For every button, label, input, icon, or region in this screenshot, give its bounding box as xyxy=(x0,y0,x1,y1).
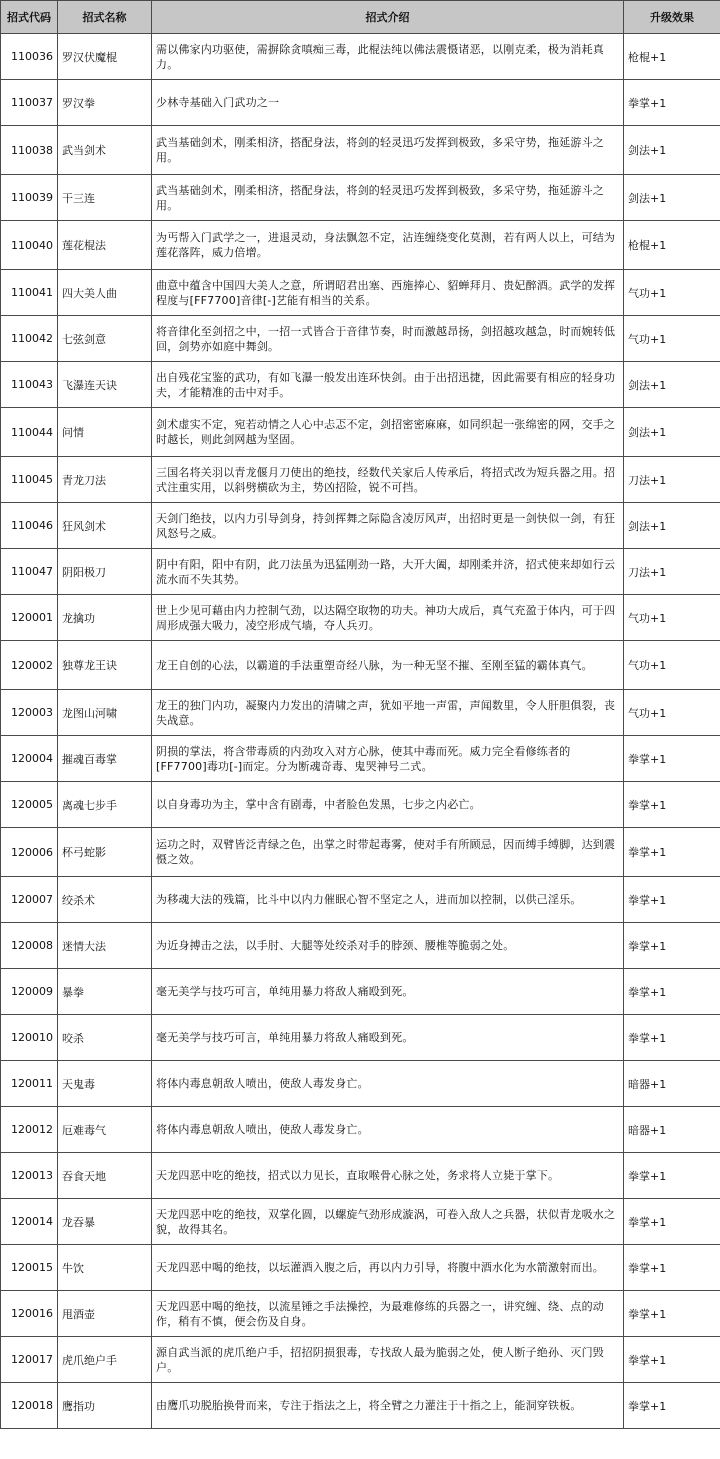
skill-description: 出自残花宝鉴的武功，有如飞瀑一般发出连环快剑。由于出招迅捷，因此需要有相应的轻身功夫，才能精准的击中对手。 xyxy=(152,362,624,408)
skill-description: 龙王的独门内功，凝聚内力发出的清啸之声，犹如平地一声雷，声闻数里，令人肝胆俱裂，丧失战意。 xyxy=(152,690,624,736)
upgrade-effect: 拳掌+1 xyxy=(624,1199,720,1245)
skill-code: 120008 xyxy=(1,923,58,969)
upgrade-effect: 拳掌+1 xyxy=(624,923,720,969)
upgrade-effect: 剑法+1 xyxy=(624,408,720,457)
upgrade-effect: 气功+1 xyxy=(624,270,720,316)
header-effect: 升级效果 xyxy=(624,1,720,34)
skill-description: 少林寺基础入门武功之一 xyxy=(152,80,624,126)
skill-description: 需以佛家内功驱使，需摒除贪嗔痴三毒，此棍法纯以佛法震慑诸恶，以刚克柔，极为消耗真力。 xyxy=(152,34,624,80)
skill-name: 暴拳 xyxy=(58,969,152,1015)
skill-description: 武当基础剑术，刚柔相济，搭配身法，将剑的轻灵迅巧发挥到极致，多采守势，拖延游斗之用。 xyxy=(152,126,624,175)
table-row xyxy=(1,1199,720,1245)
upgrade-effect: 暗器+1 xyxy=(624,1061,720,1107)
skill-code: 110046 xyxy=(1,503,58,549)
table-row xyxy=(1,1153,720,1199)
upgrade-effect: 拳掌+1 xyxy=(624,736,720,782)
skill-code: 110038 xyxy=(1,126,58,175)
skill-code: 110042 xyxy=(1,316,58,362)
table-row xyxy=(1,270,720,316)
skill-description: 天龙四恶中吃的绝技，双掌化圆，以螺旋气劲形成漩涡，可卷入敌人之兵器，状似青龙吸水之貌，故得其名。 xyxy=(152,1199,624,1245)
skill-code: 120014 xyxy=(1,1199,58,1245)
skill-code: 120004 xyxy=(1,736,58,782)
skill-code: 120009 xyxy=(1,969,58,1015)
skill-name: 罗汉拳 xyxy=(58,80,152,126)
skill-description: 天龙四恶中喝的绝技，以坛灌酒入腹之后，再以内力引导，将腹中酒水化为水箭激射而出。 xyxy=(152,1245,624,1291)
table-row xyxy=(1,362,720,408)
skill-name: 阴阳极刀 xyxy=(58,549,152,595)
table-row xyxy=(1,503,720,549)
table-row xyxy=(1,1245,720,1291)
skill-code: 120003 xyxy=(1,690,58,736)
upgrade-effect: 枪棍+1 xyxy=(624,221,720,270)
table-row xyxy=(1,408,720,457)
skill-description: 以自身毒功为主，掌中含有剧毒，中者脸色发黑，七步之内必亡。 xyxy=(152,782,624,828)
table-row xyxy=(1,877,720,923)
upgrade-effect: 拳掌+1 xyxy=(624,877,720,923)
skill-code: 120015 xyxy=(1,1245,58,1291)
skill-code: 110043 xyxy=(1,362,58,408)
table-row xyxy=(1,923,720,969)
skill-code: 120011 xyxy=(1,1061,58,1107)
skill-code: 120007 xyxy=(1,877,58,923)
table-row xyxy=(1,457,720,503)
skill-name: 龙擒功 xyxy=(58,595,152,641)
skill-name: 青龙刀法 xyxy=(58,457,152,503)
skill-name: 莲花棍法 xyxy=(58,221,152,270)
skill-name: 虎爪绝户手 xyxy=(58,1337,152,1383)
skill-code: 120002 xyxy=(1,641,58,690)
table-row xyxy=(1,1383,720,1429)
skill-name: 龙图山河啸 xyxy=(58,690,152,736)
upgrade-effect: 拳掌+1 xyxy=(624,1291,720,1337)
skill-description: 三国名将关羽以青龙偃月刀使出的绝技，经数代关家后人传承后，将招式改为短兵器之用。招式注重实用，以斜劈横砍为主，势凶招险，锐不可挡。 xyxy=(152,457,624,503)
skill-name: 龙吞暴 xyxy=(58,1199,152,1245)
upgrade-effect: 拳掌+1 xyxy=(624,828,720,877)
table-header xyxy=(1,1,720,34)
skill-description: 阴损的掌法，将含带毒质的内劲攻入对方心脉，使其中毒而死。威力完全看修练者的[FF7700]毒功[-]而定。分为断魂奇毒、鬼哭神号二式。 xyxy=(152,736,624,782)
skill-description: 武当基础剑术，刚柔相济，搭配身法，将剑的轻灵迅巧发挥到极致，多采守势，拖延游斗之用。 xyxy=(152,175,624,221)
table-row xyxy=(1,221,720,270)
table-row xyxy=(1,595,720,641)
skill-description: 将音律化至剑招之中，一招一式皆合于音律节奏，时而激越昂扬，剑招越攻越急，时而婉转低回，剑势亦如庭中舞剑。 xyxy=(152,316,624,362)
header-code: 招式代码 xyxy=(1,1,58,34)
skill-code: 120006 xyxy=(1,828,58,877)
table-row xyxy=(1,175,720,221)
upgrade-effect: 拳掌+1 xyxy=(624,1153,720,1199)
skill-name: 甩酒壶 xyxy=(58,1291,152,1337)
upgrade-effect: 拳掌+1 xyxy=(624,782,720,828)
upgrade-effect: 枪棍+1 xyxy=(624,34,720,80)
skill-name: 吞食天地 xyxy=(58,1153,152,1199)
table-row xyxy=(1,641,720,690)
skill-name: 四大美人曲 xyxy=(58,270,152,316)
upgrade-effect: 气功+1 xyxy=(624,595,720,641)
upgrade-effect: 拳掌+1 xyxy=(624,80,720,126)
skill-name: 离魂七步手 xyxy=(58,782,152,828)
upgrade-effect: 拳掌+1 xyxy=(624,1245,720,1291)
skill-code: 120018 xyxy=(1,1383,58,1429)
skill-description: 为近身搏击之法，以手肘、大腿等处绞杀对手的脖颈、腰椎等脆弱之处。 xyxy=(152,923,624,969)
table-row xyxy=(1,736,720,782)
skill-code: 120012 xyxy=(1,1107,58,1153)
skill-description: 曲意中蕴含中国四大美人之意，所谓昭君出塞、西施捧心、貂蝉拜月、贵妃醉酒。武学的发挥程度与[FF7700]音律[-]艺能有相当的关系。 xyxy=(152,270,624,316)
skill-description: 阴中有阳，阳中有阴，此刀法虽为迅猛刚劲一路，大开大阖，却刚柔并济，招式使来却如行云流水而不失其势。 xyxy=(152,549,624,595)
skill-code: 120017 xyxy=(1,1337,58,1383)
skill-name: 鹰指功 xyxy=(58,1383,152,1429)
upgrade-effect: 拳掌+1 xyxy=(624,1337,720,1383)
skill-code: 120013 xyxy=(1,1153,58,1199)
upgrade-effect: 气功+1 xyxy=(624,316,720,362)
skill-description: 天龙四恶中吃的绝技，招式以力见长，直取喉骨心脉之处，务求将人立毙于掌下。 xyxy=(152,1153,624,1199)
upgrade-effect: 气功+1 xyxy=(624,641,720,690)
skill-description: 为丐帮入门武学之一，进退灵动，身法飘忽不定，沾连缠绕变化莫测，若有两人以上，可结为莲花落阵，威力倍增。 xyxy=(152,221,624,270)
skill-code: 110041 xyxy=(1,270,58,316)
table-row xyxy=(1,316,720,362)
skill-code: 110039 xyxy=(1,175,58,221)
skill-description: 运功之时，双臂皆泛青绿之色，出掌之时带起毒雾，使对手有所顾忌，因而缚手缚脚，达到震慑之效。 xyxy=(152,828,624,877)
upgrade-effect: 剑法+1 xyxy=(624,503,720,549)
upgrade-effect: 剑法+1 xyxy=(624,362,720,408)
skill-description: 世上少见可藉由内力控制气劲，以达隔空取物的功夫。神功大成后，真气充盈于体内，可于四周形成强大吸力，凌空形成气墙，夺人兵刃。 xyxy=(152,595,624,641)
skill-name: 七弦剑意 xyxy=(58,316,152,362)
table-row xyxy=(1,34,720,80)
skill-name: 飞瀑连天诀 xyxy=(58,362,152,408)
skill-code: 120001 xyxy=(1,595,58,641)
skill-description: 将体内毒息朝敌人喷出，使敌人毒发身亡。 xyxy=(152,1107,624,1153)
skill-code: 110040 xyxy=(1,221,58,270)
skill-name: 干三连 xyxy=(58,175,152,221)
skill-description: 毫无美学与技巧可言，单纯用暴力将敌人痛殴到死。 xyxy=(152,1015,624,1061)
skill-name: 天鬼毒 xyxy=(58,1061,152,1107)
upgrade-effect: 剑法+1 xyxy=(624,126,720,175)
table-row xyxy=(1,1107,720,1153)
upgrade-effect: 剑法+1 xyxy=(624,175,720,221)
upgrade-effect: 拳掌+1 xyxy=(624,1015,720,1061)
skill-code: 120010 xyxy=(1,1015,58,1061)
table-row xyxy=(1,1337,720,1383)
upgrade-effect: 拳掌+1 xyxy=(624,969,720,1015)
table-row xyxy=(1,126,720,175)
table-row xyxy=(1,828,720,877)
table-row xyxy=(1,1015,720,1061)
skill-name: 罗汉伏魔棍 xyxy=(58,34,152,80)
table-body xyxy=(1,34,720,1429)
table-row xyxy=(1,80,720,126)
skill-code: 110045 xyxy=(1,457,58,503)
skill-code: 120005 xyxy=(1,782,58,828)
skill-code: 110036 xyxy=(1,34,58,80)
skill-code: 110047 xyxy=(1,549,58,595)
skill-description: 剑术虚实不定，宛若动情之人心中忐忑不定，剑招密密麻麻，如同织起一张绵密的网，交手之时越长，则此剑网越为坚固。 xyxy=(152,408,624,457)
skill-description: 为移魂大法的残篇，比斗中以内力催眠心智不坚定之人，进而加以控制，以供己淫乐。 xyxy=(152,877,624,923)
skill-description: 由鹰爪功脱胎换骨而来，专注于指法之上，将全臂之力灌注于十指之上，能洞穿铁板。 xyxy=(152,1383,624,1429)
upgrade-effect: 刀法+1 xyxy=(624,549,720,595)
skill-description: 毫无美学与技巧可言，单纯用暴力将敌人痛殴到死。 xyxy=(152,969,624,1015)
table-row xyxy=(1,969,720,1015)
skill-description: 天龙四恶中喝的绝技，以流星锤之手法操控，为最难修练的兵器之一，讲究缠、绕、点的动作，稍有不慎，便会伤及自身。 xyxy=(152,1291,624,1337)
skill-name: 绞杀术 xyxy=(58,877,152,923)
skill-name: 牛饮 xyxy=(58,1245,152,1291)
table-row xyxy=(1,549,720,595)
header-desc: 招式介绍 xyxy=(152,1,624,34)
table-row xyxy=(1,1061,720,1107)
skill-description: 龙王自创的心法，以霸道的手法重塑奇经八脉，为一种无坚不摧、至刚至猛的霸体真气。 xyxy=(152,641,624,690)
skill-name: 咬杀 xyxy=(58,1015,152,1061)
table-row xyxy=(1,782,720,828)
upgrade-effect: 刀法+1 xyxy=(624,457,720,503)
skill-code: 110044 xyxy=(1,408,58,457)
skill-name: 厄难毒气 xyxy=(58,1107,152,1153)
upgrade-effect: 气功+1 xyxy=(624,690,720,736)
upgrade-effect: 暗器+1 xyxy=(624,1107,720,1153)
skill-description: 天剑门绝技，以内力引导剑身，持剑挥舞之际隐含凌厉风声，出招时更是一剑快似一剑，有狂风怒号之威。 xyxy=(152,503,624,549)
table-row xyxy=(1,690,720,736)
skill-name: 独尊龙王诀 xyxy=(58,641,152,690)
header-row xyxy=(1,1,720,34)
skill-name: 问情 xyxy=(58,408,152,457)
skill-name: 杯弓蛇影 xyxy=(58,828,152,877)
table-row xyxy=(1,1291,720,1337)
skill-name: 摧魂百毒掌 xyxy=(58,736,152,782)
skill-name: 狂风剑术 xyxy=(58,503,152,549)
skill-description: 源自武当派的虎爪绝户手，招招阴损狠毒，专找敌人最为脆弱之处，使人断子绝孙、灭门毁户。 xyxy=(152,1337,624,1383)
skill-description: 将体内毒息朝敌人喷出，使敌人毒发身亡。 xyxy=(152,1061,624,1107)
header-name: 招式名称 xyxy=(58,1,152,34)
skill-code: 110037 xyxy=(1,80,58,126)
upgrade-effect: 拳掌+1 xyxy=(624,1383,720,1429)
skill-name: 武当剑术 xyxy=(58,126,152,175)
skill-name: 迷情大法 xyxy=(58,923,152,969)
skill-code: 120016 xyxy=(1,1291,58,1337)
